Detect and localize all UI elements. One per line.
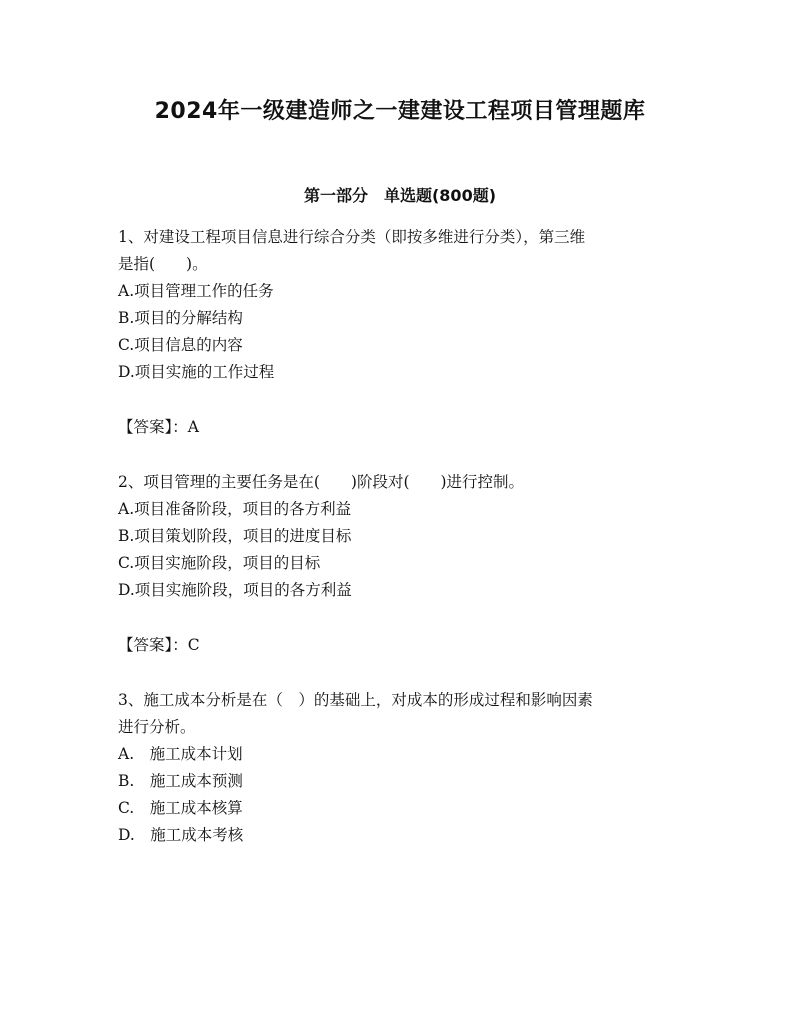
- option-c: C.项目实施阶段，项目的目标: [118, 554, 321, 572]
- option-d: D. 施工成本考核: [118, 826, 244, 844]
- option-d: D.项目实施阶段，项目的各方利益: [118, 581, 352, 599]
- answer-label: 【答案】：: [118, 636, 188, 654]
- question-list: [118, 224, 688, 849]
- document-title: 2024年一级建造师之一建建设工程项目管理题库: [154, 99, 646, 124]
- option-b: B.项目策划阶段，项目的进度目标: [118, 527, 352, 545]
- answer-label: 【答案】：: [118, 418, 188, 436]
- question-3: [118, 687, 688, 849]
- question-stem-continued: 是指( )。: [118, 255, 208, 273]
- option-a: A.项目准备阶段，项目的各方利益: [118, 500, 352, 518]
- answer-value: C: [187, 636, 200, 654]
- question-stem: 3、施工成本分析是在（ ）的基础上，对成本的形成过程和影响因素: [118, 691, 593, 709]
- option-c: C. 施工成本核算: [118, 799, 243, 817]
- option-b: B.项目的分解结构: [118, 309, 243, 327]
- answer-value: A: [187, 418, 199, 436]
- answer-line: [118, 414, 688, 441]
- option-d: D.项目实施的工作过程: [118, 363, 275, 381]
- answer-line: [118, 632, 688, 659]
- question-stem: 1、对建设工程项目信息进行综合分类（即按多维进行分类），第三维: [118, 228, 586, 246]
- option-c: C.项目信息的内容: [118, 336, 243, 354]
- question-stem: 2、项目管理的主要任务是在( )阶段对( )进行控制。: [118, 473, 525, 491]
- question-2: [118, 469, 688, 659]
- question-1: [118, 224, 688, 441]
- question-stem-continued: 进行分析。: [118, 718, 196, 736]
- option-b: B. 施工成本预测: [118, 772, 243, 790]
- option-a: A.项目管理工作的任务: [118, 282, 274, 300]
- section-heading: 第一部分 单选题(800题): [303, 186, 497, 205]
- option-a: A. 施工成本计划: [118, 745, 243, 763]
